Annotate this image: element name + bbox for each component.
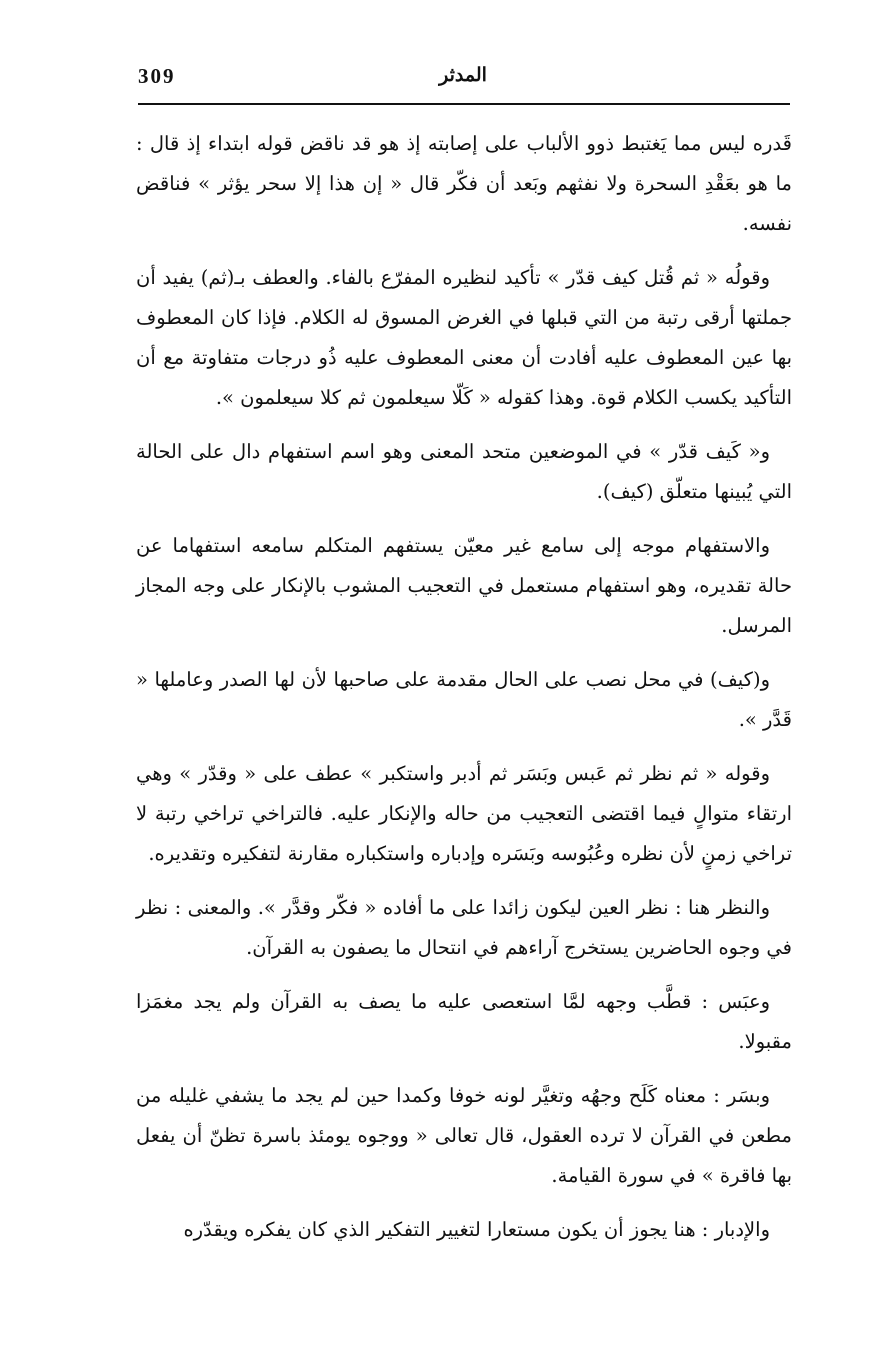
- paragraph: و« كَيف قدّر » في الموضعين متحد المعنى وهو اسم استفهام دال على الحالة التي يُبينها متعلّق (كيف).: [136, 440, 792, 503]
- paragraph: والإدبار : هنا يجوز أن يكون مستعارا لتغيير التفكير الذي كان يفكره ويقدّره: [183, 1218, 770, 1241]
- paragraph: قَدره ليس مما يَغتبط ذوو الألباب على إصابته إذ هو قد ناقض قوله ابتداء إذ قال : ما هو بعَقْدِ السحرة ولا نفثهم وبَعد أن فكّر قال « إن هذا إلا سحر يؤثر » فناقض نفسه.: [136, 132, 792, 235]
- paragraph: وقوله « ثم نظر ثم عَبس وبَسَر ثم أدبر واستكبر » عطف على « وقدّر » وهي ارتقاء متوالٍ فيما اقتضى التعجيب من حاله والإنكار عليه. فالتراخي تراخي رتبة لا تراخي زمنٍ لأن نظره وعُبُوسه وبَسَره وإدباره واستكباره مقارنة لتفكيره وتقديره.: [136, 762, 792, 865]
- page-number: 309: [138, 64, 176, 88]
- body-text: [136, 124, 792, 1264]
- running-title: المدثر: [439, 64, 487, 86]
- paragraph: والنظر هنا : نظر العين ليكون زائدا على ما أفاده « فكّر وقدَّر ». والمعنى : نظر في وجوه الحاضرين يستخرج آراءهم في انتحال ما يصفون به القرآن.: [136, 896, 792, 959]
- paragraph: وعبَس : قطَّب وجهه لمَّا استعصى عليه ما يصف به القرآن ولم يجد مغمَزا مقبولا.: [136, 990, 792, 1053]
- paragraph: والاستفهام موجه إلى سامع غير معيّن يستفهم المتكلم سامعه استفهاما عن حالة تقديره، وهو استفهام مستعمل في التعجيب المشوب بالإنكار على وجه المجاز المرسل.: [136, 534, 792, 637]
- paragraph: وقولُه « ثم قُتل كيف قدّر » تأكيد لنظيره المفرّع بالفاء. والعطف بـ(ثم) يفيد أن جملتها أرقى رتبة من التي قبلها في الغرض المسوق له الكلام. فإذا كان المعطوف بها عين المعطوف عليه أفادت أن معنى المعطوف عليه ذُو درجات متفاوتة مع أن التأكيد يكسب الكلام قوة. وهذا كقوله « كَلّا سيعلمون ثم كلا سيعلمون ».: [136, 266, 792, 409]
- paragraph: و(كيف) في محل نصب على الحال مقدمة على صاحبها لأن لها الصدر وعاملها « قَدَّر ».: [136, 668, 792, 731]
- paragraph: وبسَر : معناه كَلَح وجهُه وتغيَّر لونه خوفا وكمدا حين لم يجد ما يشفي غليله من مطعن في القرآن لا ترده العقول، قال تعالى « ووجوه يومئذ باسرة تظنّ أن يفعل بها فاقرة » في سورة القيامة.: [136, 1084, 792, 1187]
- header-rule: [138, 103, 790, 105]
- page-header: [138, 58, 788, 98]
